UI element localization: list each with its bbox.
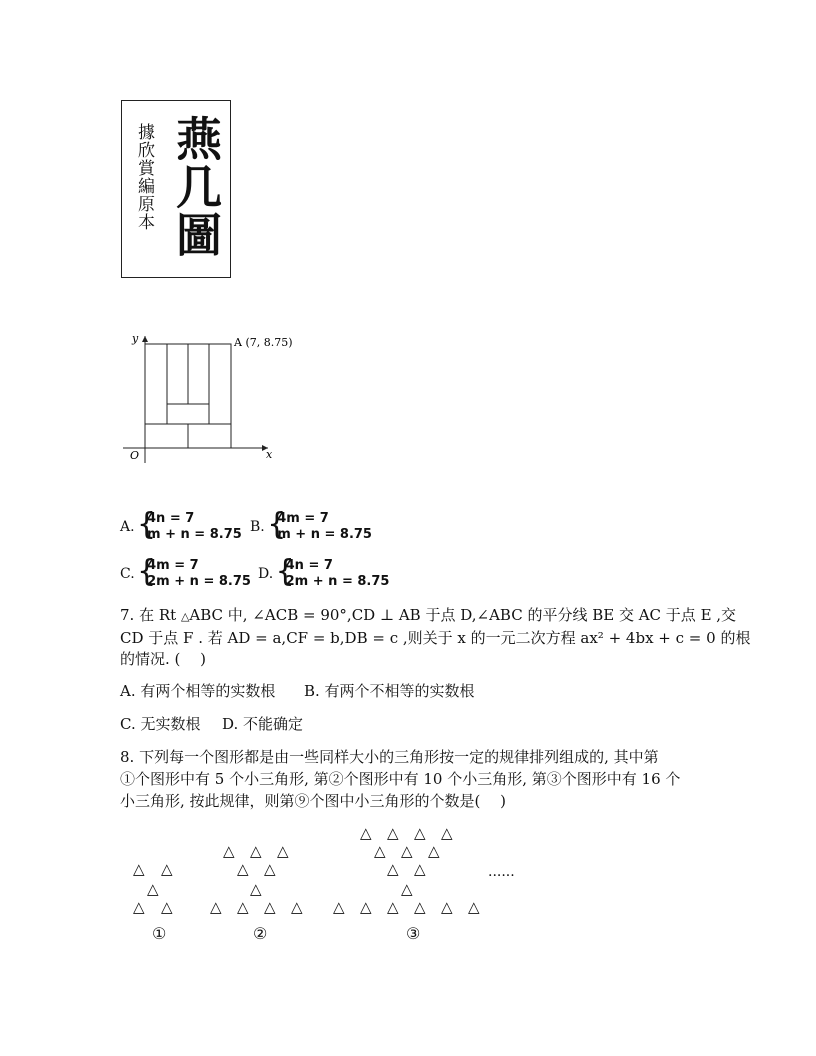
origin-label: O xyxy=(130,449,140,462)
small-triangle: △ xyxy=(264,898,276,916)
small-triangle: △ xyxy=(161,860,173,878)
equation-system: { 4n = 7 m + n = 8.75 xyxy=(139,511,242,543)
q8-line3: 小三角形, 按此规律，则第⑨个图中小三角形的个数是( ) xyxy=(120,792,507,810)
book-cover-image xyxy=(121,100,231,278)
small-triangle: △ xyxy=(237,898,249,916)
small-triangle: △ xyxy=(441,824,453,842)
small-triangle: △ xyxy=(374,842,386,860)
q8-line2: ①个图形中有 5 个小三角形, 第②个图形中有 10 个小三角形, 第③个图形中有 16 个 xyxy=(120,770,681,788)
small-triangle: △ xyxy=(387,824,399,842)
option-d[interactable]: D. { 4n = 7 2m + n = 8.75 xyxy=(258,558,389,590)
option-c[interactable]: C. { 4m = 7 2m + n = 8.75 xyxy=(120,558,251,590)
book-subtitle: 據欣賞編原本 xyxy=(134,123,154,231)
small-triangle: △ xyxy=(387,860,399,878)
small-triangle: △ xyxy=(428,842,440,860)
q7-option-d[interactable]: D. 不能确定 xyxy=(222,715,304,733)
small-triangle: △ xyxy=(277,842,289,860)
y-axis-label: y xyxy=(132,332,139,345)
small-triangle: △ xyxy=(441,898,453,916)
point-a-label: A (7, 8.75) xyxy=(234,336,293,349)
small-triangle: △ xyxy=(264,860,276,878)
option-b[interactable]: B. { 4m = 7 m + n = 8.75 xyxy=(250,511,372,543)
small-triangle: △ xyxy=(223,842,235,860)
small-triangle: △ xyxy=(161,898,173,916)
equation-system: { 4m = 7 2m + n = 8.75 xyxy=(139,558,251,590)
figure-label-2: ② xyxy=(253,924,268,943)
small-triangle: △ xyxy=(250,842,262,860)
q8-line1: 8. 下列每一个图形都是由一些同样大小的三角形按一定的规律排列组成的, 其中第 xyxy=(120,748,659,766)
small-triangle: △ xyxy=(414,860,426,878)
q7-option-a[interactable]: A. 有两个相等的实数根 xyxy=(120,682,276,700)
small-triangle: △ xyxy=(237,860,249,878)
small-triangle: △ xyxy=(360,898,372,916)
small-triangle: △ xyxy=(414,824,426,842)
small-triangle: △ xyxy=(147,880,159,898)
coordinate-figure xyxy=(118,328,308,468)
small-triangle: △ xyxy=(401,880,413,898)
small-triangle: △ xyxy=(133,860,145,878)
small-triangle: △ xyxy=(333,898,345,916)
q7-line2: CD 于点 F . 若 AD = a,CF = b,DB = c ,则关于 x 的一元二次方程 ax² + 4bx + c = 0 的根 xyxy=(120,629,751,647)
small-triangle: △ xyxy=(401,842,413,860)
small-triangle: △ xyxy=(210,898,222,916)
figure-label-3: ③ xyxy=(406,924,421,943)
small-triangle: △ xyxy=(133,898,145,916)
small-triangle: △ xyxy=(414,898,426,916)
q7-line1: 7. 在 Rt △ABC 中, ∠ACB = 90°,CD ⊥ AB 于点 D,∠ABC 的平分线 BE 交 AC 于点 E ,交 xyxy=(120,606,737,624)
small-triangle: △ xyxy=(360,824,372,842)
book-title: 燕几圖 xyxy=(169,115,223,259)
x-axis-label: x xyxy=(266,448,273,461)
small-triangle: △ xyxy=(468,898,480,916)
ellipsis: ...... xyxy=(488,864,515,880)
small-triangle: △ xyxy=(387,898,399,916)
small-triangle: △ xyxy=(250,880,262,898)
figure-label-1: ① xyxy=(152,924,167,943)
option-a[interactable]: A. { 4n = 7 m + n = 8.75 xyxy=(120,511,242,543)
q7-line3: 的情况. ( ) xyxy=(120,650,207,668)
q7-option-c[interactable]: C. 无实数根 xyxy=(120,715,201,733)
small-triangle: △ xyxy=(291,898,303,916)
q7-option-b[interactable]: B. 有两个不相等的实数根 xyxy=(304,682,475,700)
equation-system: { 4m = 7 m + n = 8.75 xyxy=(269,511,372,543)
equation-system: { 4n = 7 2m + n = 8.75 xyxy=(278,558,390,590)
